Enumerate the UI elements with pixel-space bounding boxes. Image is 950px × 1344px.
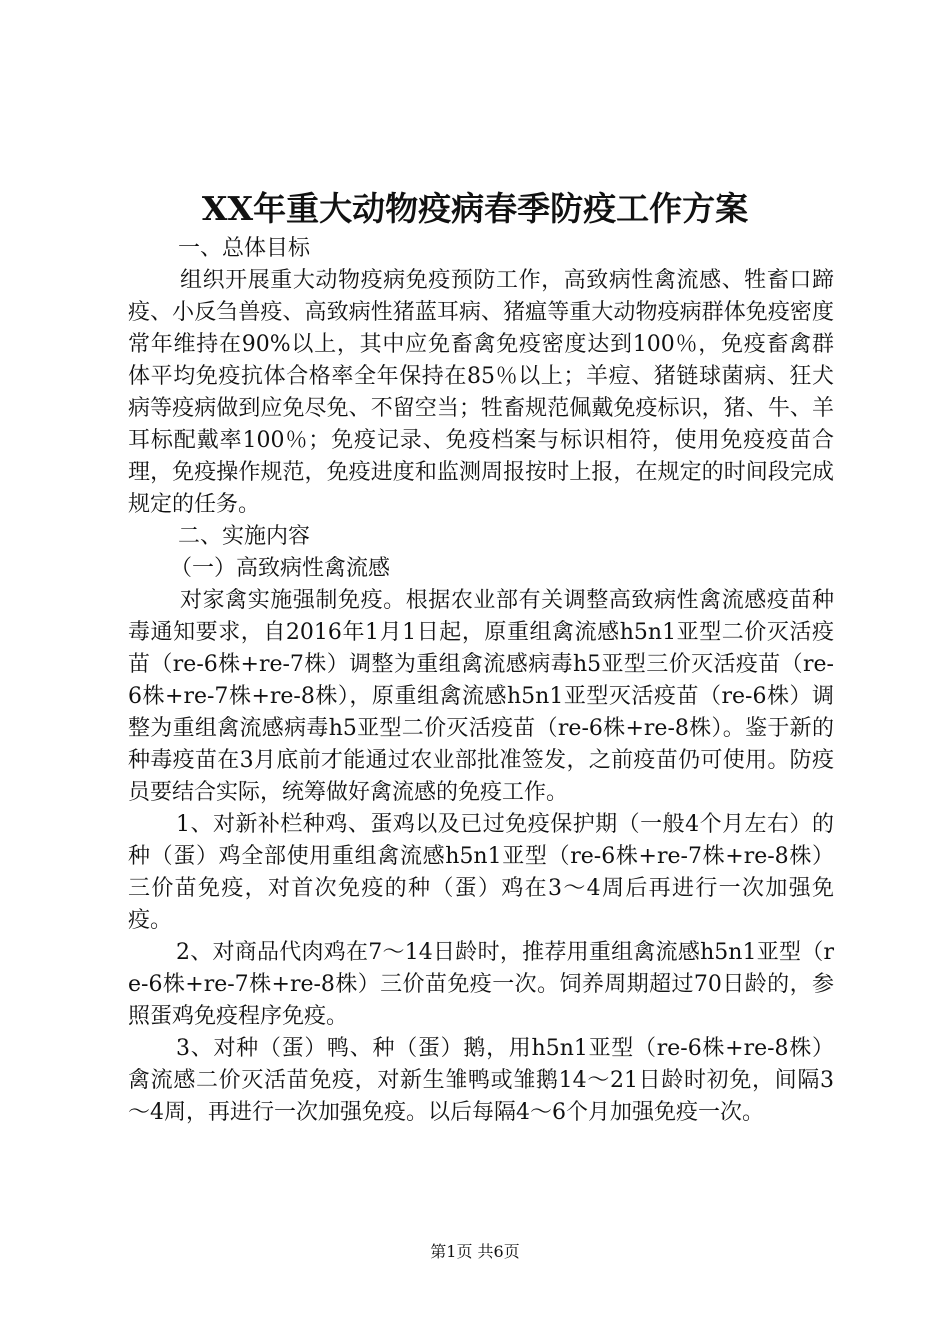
list-item-ducks-geese: 3、对种（蛋）鸭、种（蛋）鹅，用h5n1亚型（re-6株+re-8株）禽流感二价灭活苗免疫，对新生雏鸭或雏鹅14～21日龄时初免，间隔3～4周，再进行一次加强免疫。以后每隔4～6个月加强免疫一次。: [128, 1036, 834, 1125]
list-item-breeder-layer-chickens: 1、对新补栏种鸡、蛋鸡以及已过免疫保护期（一般4个月左右）的种（蛋）鸡全部使用重组禽流感h5n1亚型（re-6株+re-7株+re-8株）三价苗免疫，对首次免疫的种（蛋）鸡在3～4周后再进行一次加强免疫。: [128, 812, 834, 933]
page-number-footer: 第1页 共6页: [430, 1242, 520, 1261]
section-heading-overall-goal: 一、总体目标: [178, 236, 311, 261]
paragraph-avian-influenza: 对家禽实施强制免疫。根据农业部有关调整高致病性禽流感疫苗种毒通知要求，自2016年1月1日起，原重组禽流感h5n1亚型二价灭活疫苗（re-6株+re-7株）调整为重组禽流感病毒h5亚型三价灭活疫苗（re-6株+re-7株+re-8株），原重组禽流感h5n1亚型灭活疫苗（re-6株）调整为重组禽流感病毒h5亚型二价灭活疫苗（re-6株+re-8株）。鉴于新的种毒疫苗在3月底前才能通过农业部批准签发，之前疫苗仍可使用。防疫员要结合实际，统筹做好禽流感的免疫工作。: [128, 588, 834, 805]
document-body: [128, 233, 834, 1129]
section-heading-implementation: 二、实施内容: [178, 524, 311, 549]
subsection-heading-avian-influenza: （一）高致病性禽流感: [170, 556, 391, 581]
list-item-broiler-chickens: 2、对商品代肉鸡在7～14日龄时，推荐用重组禽流感h5n1亚型（re-6株+re-7株+re-8株）三价苗免疫一次。饲养周期超过70日龄的，参照蛋鸡免疫程序免疫。: [128, 940, 834, 1029]
paragraph-overall-goal: 组织开展重大动物疫病免疫预防工作，高致病性禽流感、牲畜口蹄疫、小反刍兽疫、高致病性猪蓝耳病、猪瘟等重大动物疫病群体免疫密度常年维持在90%以上，其中应免畜禽免疫密度达到100％，免疫畜禽群体平均免疫抗体合格率全年保持在85％以上；羊痘、猪链球菌病、狂犬病等疫病做到应免尽免、不留空当；牲畜规范佩戴免疫标识，猪、牛、羊耳标配戴率100％；免疫记录、免疫档案与标识相符，使用免疫疫苗合理，免疫操作规范，免疫进度和监测周报按时上报，在规定的时间段完成规定的任务。: [128, 268, 834, 517]
document-title: XX年重大动物疫病春季防疫工作方案: [201, 189, 749, 228]
